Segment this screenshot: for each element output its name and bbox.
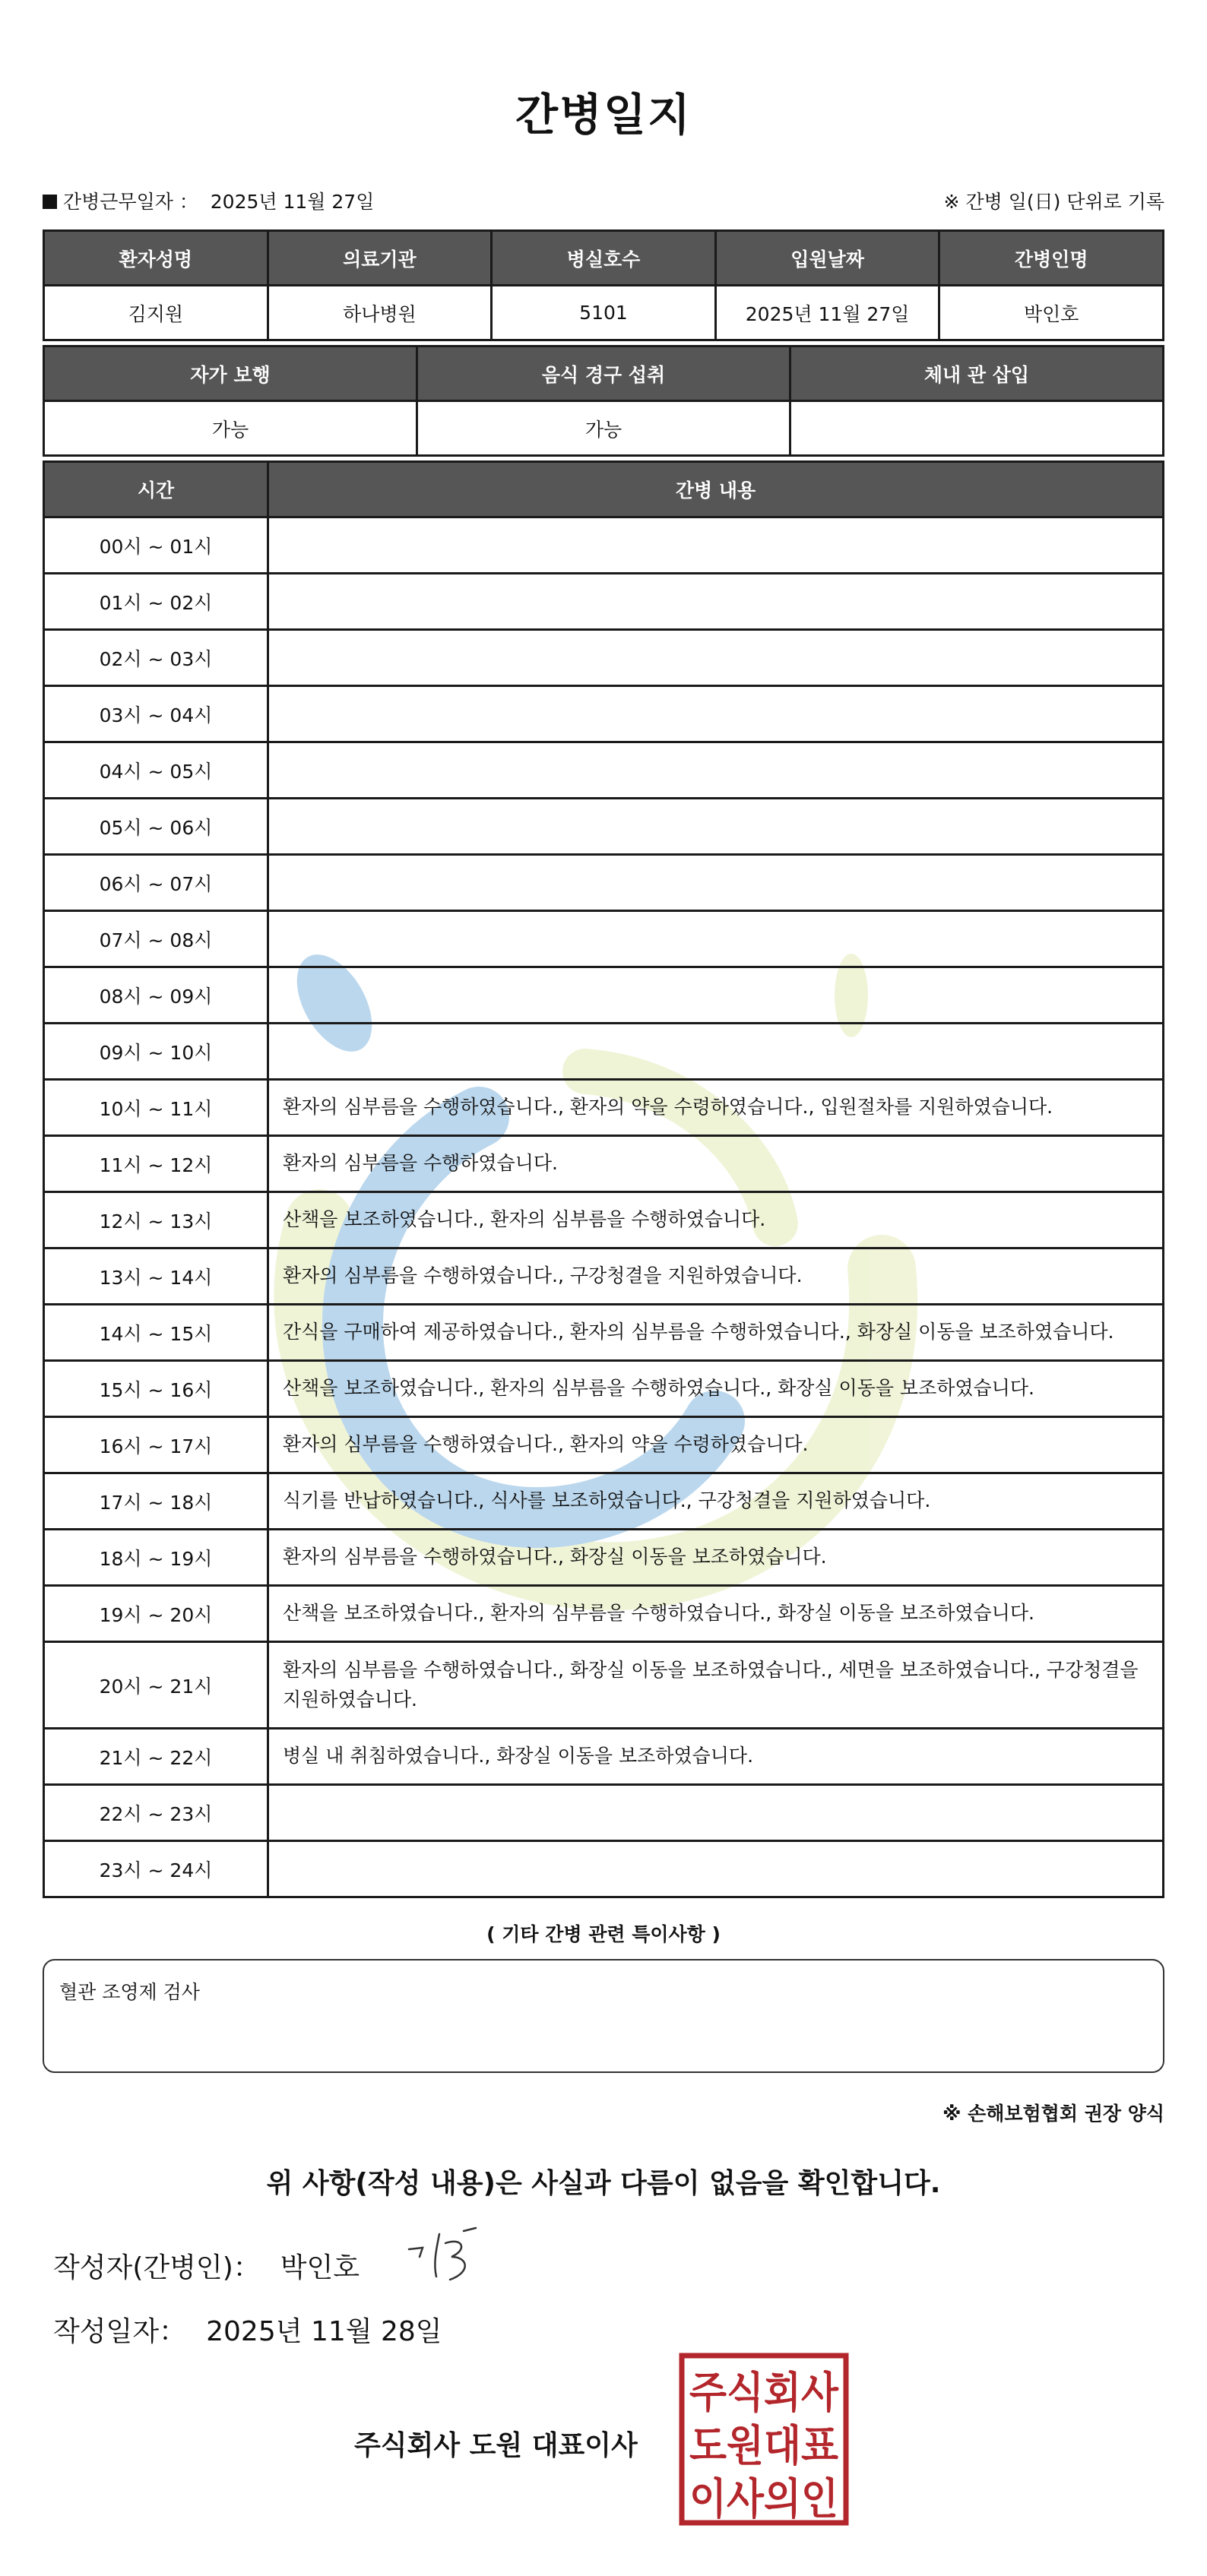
work-date-value: 2025년 11월 27일: [210, 191, 375, 213]
table-row: [44, 1841, 1164, 1897]
header-care-content: 간병 내용: [268, 462, 1164, 517]
care-content: 산책을 보조하였습니다., 환자의 심부름을 수행하였습니다., 화장실 이동을 보조하였습니다.: [268, 1361, 1164, 1417]
time-slot: 04시 ~ 05시: [44, 742, 268, 799]
table-row: [44, 967, 1164, 1024]
table-row: [44, 1361, 1164, 1417]
page-title: 간병일지: [515, 89, 692, 141]
care-content: [268, 1024, 1164, 1080]
oral-intake-value: 가능: [417, 401, 790, 456]
care-content: 산책을 보조하였습니다., 환자의 심부름을 수행하였습니다., 화장실 이동을 보조하였습니다.: [268, 1586, 1164, 1642]
care-content: 환자의 심부름을 수행하였습니다., 환자의 약을 수령하였습니다.: [268, 1417, 1164, 1473]
square-bullet-icon: [43, 195, 57, 209]
table-row: [44, 686, 1164, 742]
remarks-title: ( 기타 간병 관련 특이사항 ): [486, 1923, 721, 1945]
table-row: [44, 1530, 1164, 1586]
time-slot: 07시 ~ 08시: [44, 911, 268, 967]
writer-name: 박인호: [280, 2252, 360, 2283]
time-slot: 17시 ~ 18시: [44, 1473, 268, 1530]
care-content: 산책을 보조하였습니다., 환자의 심부름을 수행하였습니다.: [268, 1192, 1164, 1248]
table-row: [44, 1136, 1164, 1192]
time-slot: 19시 ~ 20시: [44, 1586, 268, 1642]
care-content: 환자의 심부름을 수행하였습니다.: [268, 1136, 1164, 1192]
time-slot: 22시 ~ 23시: [44, 1785, 268, 1841]
care-status-table: [43, 345, 1164, 457]
care-log-table: [43, 460, 1164, 1898]
time-slot: 09시 ~ 10시: [44, 1024, 268, 1080]
time-slot: 12시 ~ 13시: [44, 1192, 268, 1248]
patient-name: 김지원: [44, 286, 268, 340]
care-content: [268, 967, 1164, 1024]
table-row: [44, 1080, 1164, 1136]
table-row: [44, 630, 1164, 686]
time-slot: 00시 ~ 01시: [44, 517, 268, 574]
table-row: [44, 1642, 1164, 1729]
time-slot: 21시 ~ 22시: [44, 1729, 268, 1785]
care-content: 환자의 심부름을 수행하였습니다., 환자의 약을 수령하였습니다., 입원절차를 지원하였습니다.: [268, 1080, 1164, 1136]
table-row: [44, 1785, 1164, 1841]
handwritten-signature: [403, 2226, 486, 2287]
record-note: ※ 간병 일(日) 단위로 기록: [943, 191, 1164, 213]
header-patient-name: 환자성명: [44, 231, 268, 286]
care-content: [268, 686, 1164, 742]
company-seal-stamp: [679, 2353, 849, 2526]
care-content: 병실 내 취침하였습니다., 화장실 이동을 보조하였습니다.: [268, 1729, 1164, 1785]
care-content: 간식을 구매하여 제공하였습니다., 환자의 심부름을 수행하였습니다., 화장실 이동을 보조하였습니다.: [268, 1305, 1164, 1361]
header-hospital: 의료기관: [268, 231, 492, 286]
tube-insertion-value: [790, 401, 1164, 456]
table-row: [44, 1586, 1164, 1642]
writer-line: [53, 2246, 360, 2285]
care-content: [268, 855, 1164, 911]
table-row: [44, 1305, 1164, 1361]
table-row: [44, 799, 1164, 855]
table-row: [44, 517, 1164, 574]
form-note: ※ 손해보험협회 권장 양식: [942, 2103, 1164, 2125]
patient-info-table: [43, 229, 1164, 341]
time-slot: 14시 ~ 15시: [44, 1305, 268, 1361]
table-row: [44, 1729, 1164, 1785]
table-row: [44, 1024, 1164, 1080]
header-tube-insertion: 체내 관 삽입: [790, 347, 1164, 401]
written-date-label: 작성일자：: [53, 2316, 187, 2347]
care-content: [268, 742, 1164, 799]
care-content: 환자의 심부름을 수행하였습니다., 화장실 이동을 보조하였습니다.: [268, 1530, 1164, 1586]
table-row: [44, 1248, 1164, 1305]
time-slot: 08시 ~ 09시: [44, 967, 268, 1024]
work-date: [43, 187, 374, 214]
table-row: [44, 574, 1164, 630]
time-slot: 20시 ~ 21시: [44, 1642, 268, 1729]
table-row: [44, 1473, 1164, 1530]
table-row: [44, 911, 1164, 967]
time-slot: 01시 ~ 02시: [44, 574, 268, 630]
time-slot: 06시 ~ 07시: [44, 855, 268, 911]
care-content: 환자의 심부름을 수행하였습니다., 화장실 이동을 보조하였습니다., 세면을 보조하였습니다., 구강청결을 지원하였습니다.: [268, 1642, 1164, 1729]
time-slot: 13시 ~ 14시: [44, 1248, 268, 1305]
room-number: 5101: [492, 286, 716, 340]
time-slot: 10시 ~ 11시: [44, 1080, 268, 1136]
care-content: 식기를 반납하였습니다., 식사를 보조하였습니다., 구강청결을 지원하였습니다.: [268, 1473, 1164, 1530]
time-slot: 23시 ~ 24시: [44, 1841, 268, 1897]
hospital-name: 하나병원: [268, 286, 492, 340]
writer-label: 작성자(간병인)：: [53, 2252, 261, 2283]
header-room: 병실호수: [492, 231, 716, 286]
table-row: [44, 855, 1164, 911]
caregiver-name: 박인호: [939, 286, 1164, 340]
svg-text:이사의인: 이사의인: [689, 2475, 838, 2524]
company-representative: 주식회사 도원 대표이사: [354, 2430, 638, 2461]
care-content: [268, 1785, 1164, 1841]
header-time: 시간: [44, 462, 268, 517]
time-slot: 03시 ~ 04시: [44, 686, 268, 742]
time-slot: 11시 ~ 12시: [44, 1136, 268, 1192]
time-slot: 16시 ~ 17시: [44, 1417, 268, 1473]
care-content: [268, 911, 1164, 967]
header-oral-intake: 음식 경구 섭취: [417, 347, 790, 401]
table-row: [44, 742, 1164, 799]
care-content: [268, 517, 1164, 574]
care-content: [268, 630, 1164, 686]
time-slot: 02시 ~ 03시: [44, 630, 268, 686]
svg-text:주식회사: 주식회사: [689, 2369, 839, 2418]
table-row: [44, 1192, 1164, 1248]
care-content: [268, 1841, 1164, 1897]
care-content: [268, 574, 1164, 630]
care-content: [268, 799, 1164, 855]
self-walking-value: 가능: [44, 401, 417, 456]
written-date-value: 2025년 11월 28일: [206, 2316, 442, 2347]
remarks-box: 혈관 조영제 검사: [43, 1959, 1164, 2073]
admission-date: 2025년 11월 27일: [715, 286, 939, 340]
care-content: 환자의 심부름을 수행하였습니다., 구강청결을 지원하였습니다.: [268, 1248, 1164, 1305]
work-date-label: 간병근무일자 ：: [63, 191, 198, 213]
confirmation-statement: 위 사항(작성 내용)은 사실과 다름이 없음을 확인합니다.: [266, 2168, 941, 2199]
header-caregiver: 간병인명: [939, 231, 1164, 286]
time-slot: 18시 ~ 19시: [44, 1530, 268, 1586]
table-row: [44, 1417, 1164, 1473]
written-date-line: [53, 2310, 442, 2349]
header-admission-date: 입원날짜: [715, 231, 939, 286]
time-slot: 15시 ~ 16시: [44, 1361, 268, 1417]
svg-text:도원대표: 도원대표: [689, 2422, 838, 2471]
header-self-walking: 자가 보행: [44, 347, 417, 401]
time-slot: 05시 ~ 06시: [44, 799, 268, 855]
